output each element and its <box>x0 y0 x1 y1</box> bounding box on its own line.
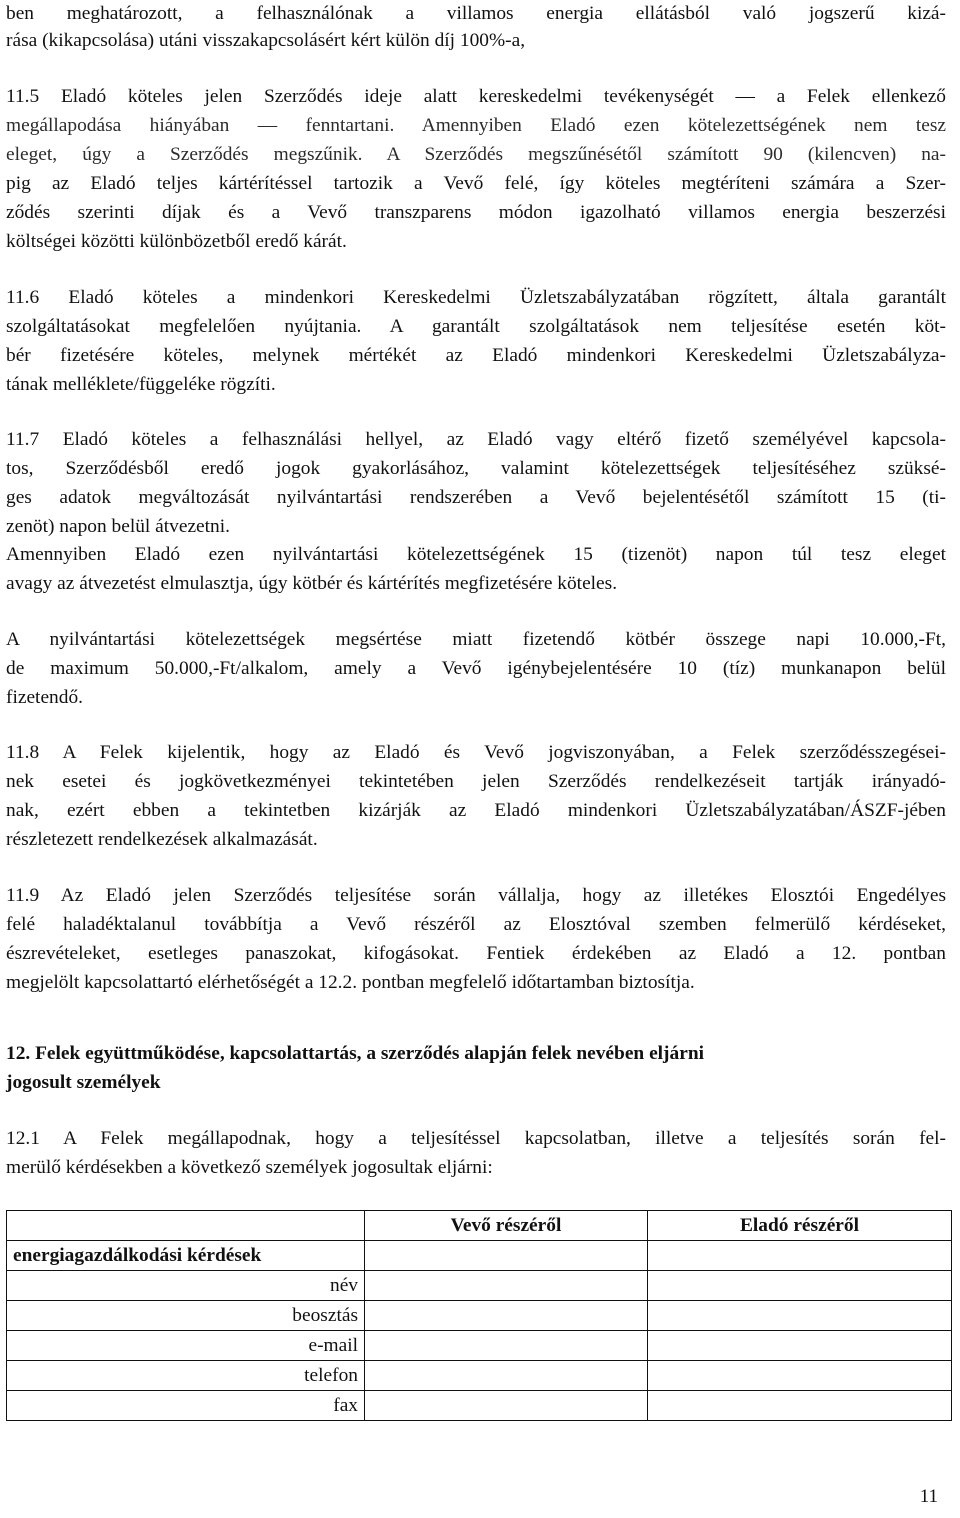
text-line: ződés szerinti díjak és a Vevő transzparens módon igazolható villamos energia beszerzési <box>6 202 946 223</box>
text-line: tos, Szerződésből eredő jogok gyakorlásához, valamint kötelezettségek teljesítéséhez szüksé- <box>6 458 946 479</box>
table-row-label: beosztás <box>7 1301 365 1331</box>
table-row <box>7 1391 952 1421</box>
section-heading: 12. Felek együttműködése, kapcsolattartás, a szerződés alapján felek nevében eljárni <box>6 1043 704 1064</box>
table-cell[interactable] <box>365 1271 648 1301</box>
table-cell[interactable] <box>648 1391 952 1421</box>
table-cell[interactable] <box>365 1301 648 1331</box>
table-row <box>7 1271 952 1301</box>
text-line: észrevételeket, esetleges panaszokat, kifogásokat. Fentiek érdekében az Eladó a 12. pontban <box>6 943 946 964</box>
table-section-label: energiagazdálkodási kérdések <box>7 1241 365 1271</box>
table-cell[interactable] <box>648 1241 952 1271</box>
section-heading: jogosult személyek <box>6 1072 161 1093</box>
table-cell[interactable] <box>648 1271 952 1301</box>
table-header-cell: Eladó részéről <box>648 1211 952 1241</box>
text-line: nak, ezért ebben a tekintetben kizárják az Eladó mindenkori Üzletszabályzatában/ÁSZF-jében <box>6 800 946 821</box>
text-line: 11.8 A Felek kijelentik, hogy az Eladó és Vevő jogviszonyában, a Felek szerződésszegései- <box>6 742 946 763</box>
text-line: megállapodása hiányában — fenntartani. Amennyiben Eladó ezen kötelezettségének nem tesz <box>6 115 946 136</box>
table-row <box>7 1241 952 1271</box>
text-line: 11.9 Az Eladó jelen Szerződés teljesítése során vállalja, hogy az illetékes Elosztói Engedélyes <box>6 885 946 906</box>
text-line: tának melléklete/függeléke rögzíti. <box>6 374 276 395</box>
text-line: 11.7 Eladó köteles a felhasználási hellyel, az Eladó vagy eltérő fizető személyével kapcsola- <box>6 429 946 450</box>
text-line: részletezett rendelkezések alkalmazását. <box>6 829 318 850</box>
table-row <box>7 1301 952 1331</box>
table-header-row <box>7 1211 952 1241</box>
text-line: A nyilvántartási kötelezettségek megsértése miatt fizetendő kötbér összege napi 10.000,-Ft, <box>6 629 946 650</box>
table-cell[interactable] <box>365 1361 648 1391</box>
table-row <box>7 1331 952 1361</box>
text-line: felé haladéktalanul továbbítja a Vevő részéről az Elosztóval szemben felmerülő kérdéseket, <box>6 914 946 935</box>
table-header-cell: Vevő részéről <box>365 1211 648 1241</box>
contacts-table <box>6 1210 952 1421</box>
text-line: eleget, úgy a Szerződés megszűnik. A Szerződés megszűnésétől számított 90 (kilencven) na- <box>6 144 946 165</box>
text-line: 11.5 Eladó köteles jelen Szerződés ideje alatt kereskedelmi tevékenységét — a Felek ellenkező <box>6 86 946 107</box>
table-row-label: e-mail <box>7 1331 365 1361</box>
page-number: 11 <box>919 1486 938 1507</box>
text-line: de maximum 50.000,-Ft/alkalom, amely a Vevő igénybejelentésére 10 (tíz) munkanapon belül <box>6 658 946 679</box>
table-cell[interactable] <box>648 1301 952 1331</box>
text-line: 12.1 A Felek megállapodnak, hogy a teljesítéssel kapcsolatban, illetve a teljesítés során fel- <box>6 1128 946 1149</box>
text-line: ben meghatározott, a felhasználónak a villamos energia ellátásból való jogszerű kizá- <box>6 3 946 24</box>
text-line: költségei közötti különbözetből eredő kárát. <box>6 231 347 252</box>
text-line: fizetendő. <box>6 687 83 708</box>
text-line: megjelölt kapcsolattartó elérhetőségét a 12.2. pontban megfelelő időtartamban biztosítja. <box>6 972 695 993</box>
table-cell[interactable] <box>648 1331 952 1361</box>
text-line: 11.6 Eladó köteles a mindenkori Kereskedelmi Üzletszabályzatában rögzített, általa garantált <box>6 287 946 308</box>
text-line: ges adatok megváltozását nyilvántartási rendszerében a Vevő bejelentésétől számított 15 (ti- <box>6 487 946 508</box>
table-cell[interactable] <box>365 1331 648 1361</box>
text-line: avagy az átvezetést elmulasztja, úgy kötbér és kártérítés megfizetésére köteles. <box>6 573 618 594</box>
text-line: Amennyiben Eladó ezen nyilvántartási kötelezettségének 15 (tizenöt) napon túl tesz eleget <box>6 544 946 565</box>
text-line: bér fizetésére köteles, melynek mértékét az Eladó mindenkori Kereskedelmi Üzletszabályza- <box>6 345 946 366</box>
table-header-cell <box>7 1211 365 1241</box>
table-row-label: név <box>7 1271 365 1301</box>
table-row <box>7 1361 952 1391</box>
text-line: nek esetei és jogkövetkezményei tekintetében jelen Szerződés rendelkezéseit tartják irányadó- <box>6 771 946 792</box>
table-cell[interactable] <box>365 1241 648 1271</box>
table-cell[interactable] <box>648 1361 952 1391</box>
table-cell[interactable] <box>365 1391 648 1421</box>
table-row-label: telefon <box>7 1361 365 1391</box>
text-line: szolgáltatásokat megfelelően nyújtania. A garantált szolgáltatások nem teljesítése esetén köt- <box>6 316 946 337</box>
text-line: zenöt) napon belül átvezetni. <box>6 516 230 537</box>
text-line: merülő kérdésekben a következő személyek jogosultak eljárni: <box>6 1157 493 1178</box>
text-line: rása (kikapcsolása) utáni visszakapcsolásért kért külön díj 100%-a, <box>6 30 526 51</box>
table-row-label: fax <box>7 1391 365 1421</box>
text-line: pig az Eladó teljes kártérítéssel tartozik a Vevő felé, így köteles megtéríteni számára a Szer- <box>6 173 946 194</box>
